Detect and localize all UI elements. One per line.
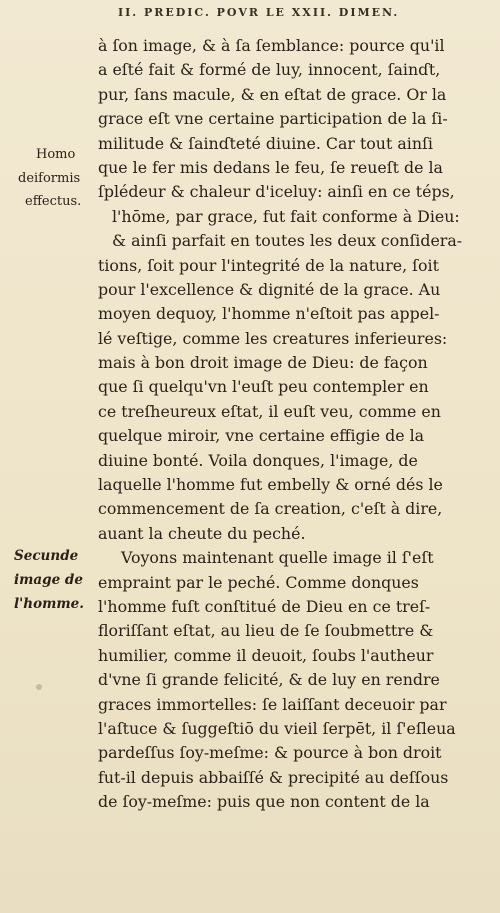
text-line: fut-il depuis abbaiſſé & precipité au deſſous: [98, 767, 449, 787]
text-line: a eſté fait & formé de luy, innocent, ſainɗt,: [98, 60, 441, 80]
text-line: lé veſtige, comme les creatures inferieures:: [98, 328, 448, 348]
margin-note-effectus: effectus.: [25, 194, 82, 209]
text-line: grace eſt vne certaine participation de la ſi-: [98, 109, 448, 129]
text-line: ce treſheureux eſtat, il euſt veu, comme en: [98, 401, 441, 421]
text-line: laquelle l'homme fut embelly & orné dés le: [98, 475, 443, 495]
text-line: tions, ſoit pour l'integrité de la nature, ſoit: [98, 255, 439, 275]
text-line: militude & ſainɗteté diuine. Car tout ainſi: [98, 133, 433, 153]
body-text: [98, 34, 470, 815]
text-line: quelque miroir, vne certaine effigie de la: [98, 426, 425, 446]
text-line: humilier, comme il deuoit, ſoubs l'autheur: [98, 645, 434, 665]
text-line: auant la cheute du peché.: [98, 523, 306, 543]
text-line: moyen dequoy, l'homme n'eſtoit pas appel-: [98, 304, 440, 324]
text-line: que le fer mis dedans le feu, ſe reueſt de la: [98, 157, 443, 177]
text-line: diuine bonté. Voila donques, l'image, de: [98, 450, 418, 470]
text-line: l'aſtuce & ſuggeſtiō du vieil ſerpēt, il ſ'eſleua: [98, 718, 456, 738]
text-line: d'vne ſi grande felicité, & de luy en rendre: [98, 670, 440, 690]
margin-note-secunde: Secunde: [14, 548, 79, 564]
text-line: pardeſſus ſoy-meſme: & pource à bon droit: [98, 743, 442, 763]
text-line: l'hōme, par grace, fut fait conforme à Dieu:: [112, 206, 460, 226]
margin-note-deiformis: deiformis: [18, 171, 81, 186]
margin-note-image-de: image de: [14, 572, 83, 588]
text-line: graces immortelles: ſe laiſſant deceuoir par: [98, 694, 447, 714]
text-line: à ſon image, & à ſa ſemblance: pource qu'il: [98, 36, 445, 55]
text-line: Voyons maintenant quelle image il ſ'eſt: [121, 548, 434, 568]
text-line: ſplédeur & chaleur d'iceluy: ainſi en ce téps,: [98, 182, 455, 202]
text-line: floriſſant eſtat, au lieu de ſe ſoubmettre &: [98, 621, 434, 641]
text-line: mais à bon droit image de Dieu: de façon: [98, 353, 428, 373]
text-line: commencement de ſa creation, c'eſt à dire,: [98, 499, 443, 519]
text-line: de ſoy-meſme: puis que non content de la: [98, 792, 430, 812]
text-line: pur, ſans macule, & en eſtat de grace. Or la: [98, 84, 447, 104]
margin-note-lhomme: l'homme.: [14, 596, 84, 612]
ink-blot: [36, 684, 42, 690]
running-head: II. PREDIC. POVR LE XXII. DIMEN.: [118, 6, 400, 19]
text-line: & ainſi parfait en toutes les deux conſidera-: [112, 231, 463, 251]
text-line: empraint par le peché. Comme donques: [98, 572, 419, 592]
text-line: l'homme fuſt conſtitué de Dieu en ce treſ-: [98, 596, 431, 616]
text-line: pour l'excellence & dignité de la grace. Au: [98, 279, 441, 299]
margin-note-homo: Homo: [36, 147, 76, 162]
text-line: que ſi quelqu'vn l'euſt peu contempler en: [98, 377, 429, 397]
